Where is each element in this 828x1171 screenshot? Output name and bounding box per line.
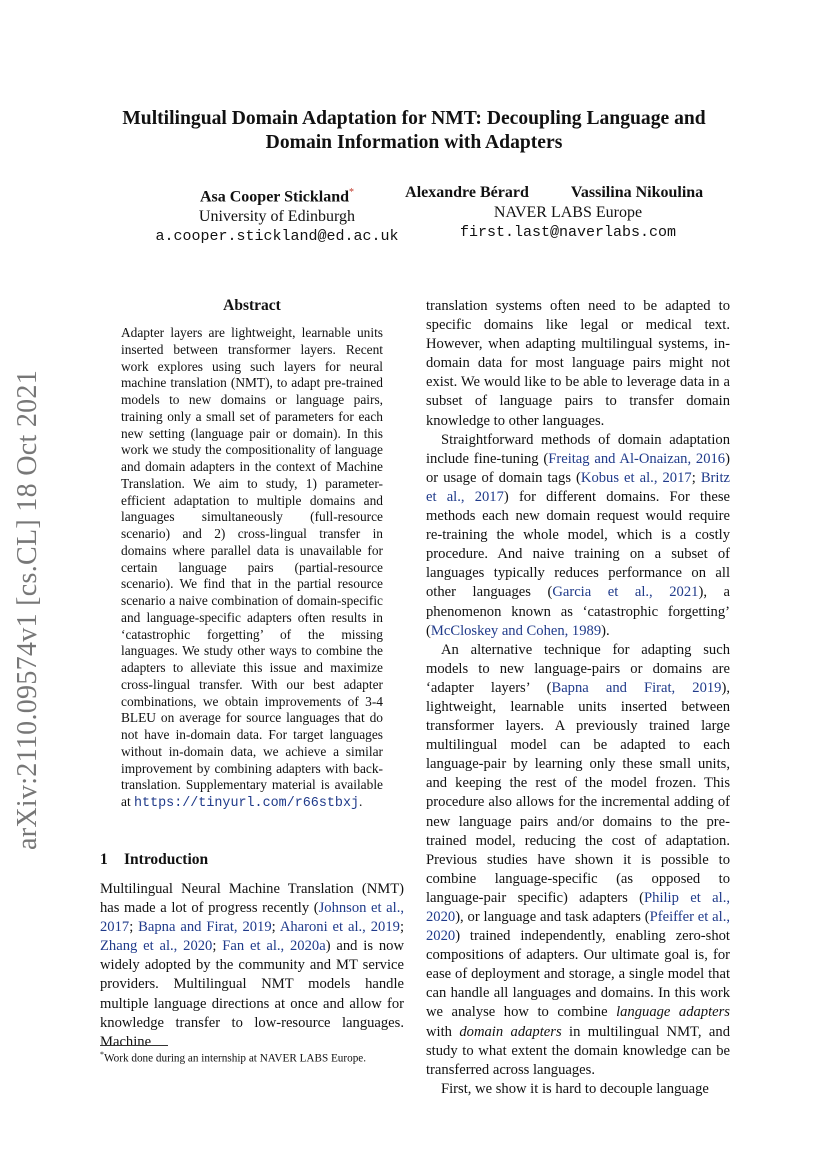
p2-text-e: ).	[601, 622, 610, 639]
p3-text-e: with	[426, 1023, 460, 1040]
footnote	[100, 1048, 404, 1066]
p2-text-b: ) or usage of domain tags (	[426, 450, 730, 486]
abstract-heading: Abstract	[223, 297, 281, 314]
arxiv-stamp	[8, 330, 48, 890]
citation-johnson[interactable]: Johnson et al., 2017	[100, 900, 404, 936]
footnote-mark: *	[100, 1050, 104, 1059]
author-name-1: Asa Cooper Stickland	[199, 188, 350, 206]
title-line-2: Domain Information with Adapters	[265, 132, 563, 153]
intro-text-a: Multilingual Neural Machine Translation (NMT) has made a lot of progress recently (	[100, 881, 404, 917]
p3-text-a: An alternative technique for adapting such models to new language-pairs or domains are ‘adapter layers’ (	[426, 641, 730, 696]
author-block-shared	[428, 203, 708, 243]
term-language-adapters: language adapters	[616, 1004, 730, 1021]
citation-bapna-2[interactable]: Bapna and Firat, 2019	[551, 679, 722, 696]
author-email-1: a.cooper.stickland@ed.ac.uk	[155, 228, 399, 246]
author-name-2: Alexandre Bérard	[405, 184, 529, 201]
shared-email: first.last@naverlabs.com	[459, 224, 677, 241]
author-name-3-wrap	[562, 183, 712, 203]
cite-sep: ;	[129, 919, 139, 936]
citation-zhang[interactable]: Zhang et al., 2020	[100, 938, 213, 955]
p2-text-d: ), a phenomenon known as ‘catastrophic forgetting’ (	[426, 584, 730, 639]
abstract-text: Adapter layers are lightweight, learnable units inserted between transformer layers. Recent work explores using such layers for neural machine translation (NMT), to adapt pre-trained models to new domains or language pairs, training only a small set of parameters for each new setting (language pair or domain). In this work we study the compositionality of language and domain adapters in the context of Machine Translation. We aim to study, 1) parameter-efficient adaptation to multiple domains and languages simultaneously (full-resource scenario) and 2) cross-lingual transfer in domains where parallel data is unavailable for certain language pairs (partial-resource scenario). We find that in the partial resource scenario a naive combination of domain-specific and language-specific adapters often results in ‘catastrophic forgetting’ of the missing languages. We study other ways to combine the adapters to alleviate this issue and maximize cross-lingual transfer. With our best adapter combinations, we obtain improvements of 3-4 BLEU on average for source languages that do not have in-domain data. For target languages without in-domain data, we achieve a similar improvement by combining adapters with back-translation. Supplementary material is available at	[121, 325, 383, 809]
citation-kobus[interactable]: Kobus et al., 2017	[580, 469, 692, 486]
right-paragraph-3	[426, 641, 730, 1080]
p3-text-d: ) trained independently, enabling zero-shot compositions of adapters. Our ultimate goal is, for ease of deployment and storage, a single model that can handle all languages and domains. In this work we analyse how to combine	[426, 928, 730, 1021]
citation-aharoni[interactable]: Aharoni et al., 2019	[279, 919, 400, 936]
supplementary-link[interactable]: https://tinyurl.com/r66stbxj	[134, 796, 360, 811]
citation-fan[interactable]: Fan et al., 2020a	[222, 938, 326, 955]
p3-text-c: ), or language and task adapters (	[455, 909, 650, 925]
abstract-end: .	[359, 794, 363, 809]
term-domain-adapters: domain adapters	[459, 1023, 562, 1040]
citation-britz[interactable]: Britz et al., 2017	[426, 469, 730, 505]
citation-pfeiffer[interactable]: Pfeiffer et al., 2020	[426, 909, 730, 945]
right-paragraph-1: translation systems often need to be adapted to specific domains like legal or medical text. However, when adapting multilingual systems, in-domain data for most language pairs might not exist. We would like to be able to leverage data in a subset of language pairs to transfer domain knowledge to other languages.	[426, 298, 730, 429]
cite-sep: ;	[399, 919, 404, 936]
cite-sep: ;	[271, 919, 280, 936]
arxiv-id: arXiv:2110.09574v1 [cs.CL] 18 Oct 2021	[12, 369, 43, 851]
intro-text-b: ) and is now widely adopted by the community and MT service providers. Multilingual NMT models handle multiple language directions at once and allow for knowledge transfer to low-resource languages. Machine	[100, 938, 404, 1050]
author-block-1	[140, 183, 414, 247]
section-number: 1	[100, 851, 108, 868]
section-title: Introduction	[124, 851, 209, 868]
footnote-rule	[100, 1045, 168, 1046]
cite-sep: ;	[212, 938, 223, 955]
footnote-text: Work done during an internship at NAVER LABS Europe.	[104, 1052, 367, 1065]
shared-affiliation: NAVER LABS Europe	[493, 204, 643, 221]
right-paragraph-4: First, we show it is hard to decouple language	[441, 1080, 709, 1097]
author-name-2-wrap	[400, 183, 534, 203]
p2-text-a: Straightforward methods of domain adaptation include fine-tuning (	[426, 431, 730, 467]
p3-text-b: ), lightweight, learnable units inserted between transformer layers. A previously trained large multilingual model can be adapted to each language-pair by learning only these small units, and keeping the rest of the model frozen. This procedure also allows for the incremental adding of new language pairs and/or domains to the pre-trained model, reducing the cost of adaptation. Previous studies have shown it is possible to combine language-specific (as opposed to language-pair specific) adapters (	[426, 679, 730, 906]
p2-sep: ;	[691, 469, 701, 486]
citation-freitag[interactable]: Freitag and Al-Onaizan, 2016	[548, 450, 726, 467]
author-footnote-mark: *	[349, 187, 355, 198]
citation-garcia[interactable]: Garcia et al., 2021	[552, 584, 699, 601]
intro-paragraph	[100, 880, 404, 1052]
author-name-3: Vassilina Nikoulina	[570, 184, 704, 201]
citation-philip[interactable]: Philip et al., 2020	[426, 889, 730, 925]
title-line-1: Multilingual Domain Adaptation for NMT: Decoupling Language and	[122, 108, 706, 129]
p3-text-f: in multilingual NMT, and study to what extent the domain knowledge can be transferred across languages.	[426, 1023, 731, 1078]
p2-text-c: ) for different domains. For these methods each new domain request would require re-training the whole model, which is a costly procedure. And naive training on a subset of languages typically reduces performance on all other languages (	[426, 488, 730, 601]
right-column	[426, 297, 730, 1099]
citation-mccloskey[interactable]: McCloskey and Cohen, 1989	[430, 622, 602, 639]
section-heading	[100, 851, 208, 869]
abstract-body	[121, 325, 383, 813]
author-affiliation-1: University of Edinburgh	[198, 208, 356, 226]
right-paragraph-2	[426, 431, 730, 641]
paper-title	[90, 107, 738, 155]
citation-bapna[interactable]: Bapna and Firat, 2019	[138, 919, 272, 936]
